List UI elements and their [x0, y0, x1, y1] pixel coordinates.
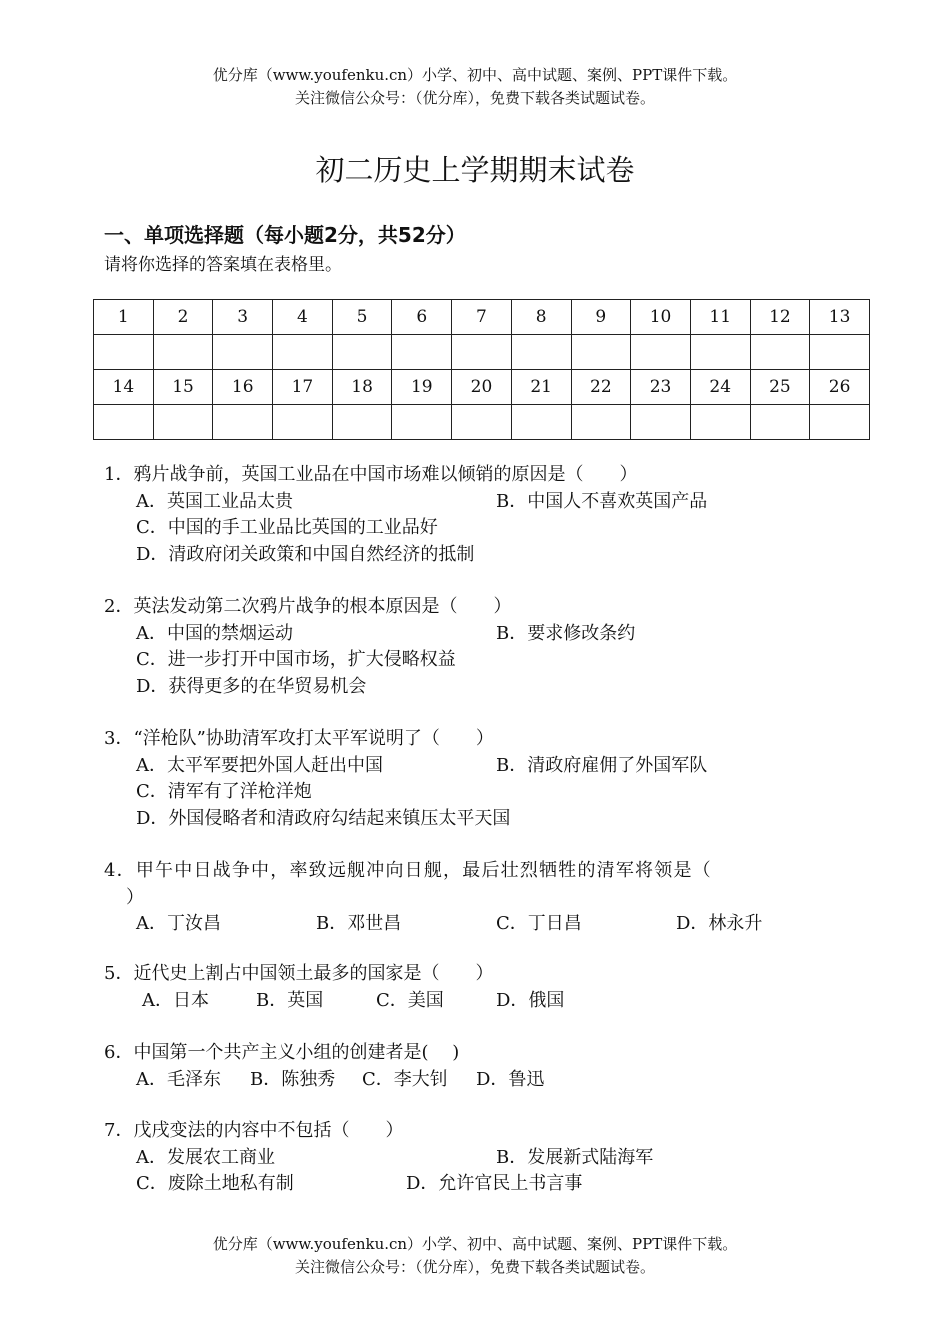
table-cell-number: 20 — [452, 370, 512, 405]
question-stem: 6．中国第一个共产主义小组的创建者是( ) — [104, 1042, 460, 1063]
table-cell-number: 5 — [332, 300, 392, 335]
answer-cell[interactable] — [631, 335, 691, 370]
answer-cell[interactable] — [511, 405, 571, 440]
answer-cell[interactable] — [750, 405, 810, 440]
option-a: A．毛泽东 — [136, 1068, 221, 1090]
question-stem: 5．近代史上割占中国领土最多的国家是（ ） — [104, 963, 494, 984]
answer-cell[interactable] — [690, 405, 750, 440]
answer-cell[interactable] — [392, 335, 452, 370]
table-cell-number: 26 — [810, 370, 870, 405]
option-c: C．李大钊 — [362, 1068, 448, 1090]
answer-cell[interactable] — [452, 335, 512, 370]
answer-cell[interactable] — [571, 405, 631, 440]
option-d: D．鲁迅 — [476, 1068, 545, 1090]
option-a: A．中国的禁烟运动 — [136, 622, 293, 644]
answer-cell[interactable] — [213, 335, 273, 370]
table-cell-number: 17 — [273, 370, 333, 405]
table-cell-number: 1 — [94, 300, 154, 335]
answer-cell[interactable] — [153, 335, 213, 370]
table-cell-number: 21 — [511, 370, 571, 405]
question-stem: 3．“洋枪队”协助清军攻打太平军说明了（ ） — [104, 728, 494, 749]
table-cell-number: 6 — [392, 300, 452, 335]
table-cell-number: 13 — [810, 300, 870, 335]
table-cell-number: 12 — [750, 300, 810, 335]
answer-cell[interactable] — [94, 405, 154, 440]
table-cell-number: 10 — [631, 300, 691, 335]
answer-table-number-row — [94, 300, 870, 335]
table-cell-number: 7 — [452, 300, 512, 335]
table-cell-number: 3 — [213, 300, 273, 335]
option-d: D．允许官民上书言事 — [406, 1173, 583, 1194]
table-cell-number: 22 — [571, 370, 631, 405]
table-cell-number: 8 — [511, 300, 571, 335]
option-a: A．发展农工商业 — [136, 1146, 275, 1168]
question-2 — [104, 594, 636, 700]
option-c: C．进一步打开中国市场，扩大侵略权益 — [136, 649, 456, 670]
option-b: B．英国 — [256, 989, 324, 1011]
table-cell-number: 23 — [631, 370, 691, 405]
answer-cell[interactable] — [511, 335, 571, 370]
table-cell-number: 11 — [690, 300, 750, 335]
answer-table-blank-row — [94, 335, 870, 370]
option-d: D．清政府闭关政策和中国自然经济的抵制 — [136, 543, 475, 565]
page-title: 初二历史上学期期末试卷 — [315, 153, 635, 187]
answer-cell[interactable] — [392, 405, 452, 440]
question-4 — [104, 858, 763, 938]
answer-cell[interactable] — [94, 335, 154, 370]
option-a: A．丁汝昌 — [136, 913, 221, 934]
page-footer — [0, 1233, 950, 1279]
header-line-2: 关注微信公众号：（优分库），免费下载各类试题试卷。 — [294, 89, 655, 107]
question-1 — [104, 462, 708, 568]
option-d: D．获得更多的在华贸易机会 — [136, 675, 367, 697]
option-b: B．发展新式陆海军 — [496, 1146, 654, 1168]
table-cell-number: 18 — [332, 370, 392, 405]
answer-cell[interactable] — [810, 335, 870, 370]
answer-cell[interactable] — [810, 405, 870, 440]
table-cell-number: 19 — [392, 370, 452, 405]
option-d: D．外国侵略者和清政府勾结起来镇压太平天国 — [136, 807, 511, 829]
section-instruction: 请将你选择的答案填在表格里。 — [104, 255, 342, 275]
table-cell-number: 14 — [94, 370, 154, 405]
answer-cell[interactable] — [631, 405, 691, 440]
answer-cell[interactable] — [332, 405, 392, 440]
option-d: D．林永升 — [676, 913, 763, 934]
question-stem: 2．英法发动第二次鸦片战争的根本原因是（ ） — [104, 596, 512, 617]
answer-table-number-row — [94, 370, 870, 405]
option-c: C．清军有了洋枪洋炮 — [136, 781, 312, 802]
answer-cell[interactable] — [153, 405, 213, 440]
answer-cell[interactable] — [571, 335, 631, 370]
option-b: B．邓世昌 — [316, 913, 402, 934]
option-c: C．美国 — [376, 989, 444, 1011]
question-5 — [104, 961, 565, 1014]
answer-table-blank-row — [94, 405, 870, 440]
table-cell-number: 2 — [153, 300, 213, 335]
answer-cell[interactable] — [332, 335, 392, 370]
header-line-1: 优分库（www.youfenku.cn）小学、初中、高中试题、案例、PPT课件下载。 — [212, 66, 738, 84]
option-a: A．日本 — [142, 989, 209, 1011]
footer-line-2: 关注微信公众号：（优分库），免费下载各类试题试卷。 — [294, 1258, 655, 1276]
answer-cell[interactable] — [690, 335, 750, 370]
question-stem: 7．戊戌变法的内容中不包括（ ） — [104, 1120, 404, 1141]
option-b: B．要求修改条约 — [496, 622, 636, 644]
option-c: C．丁日昌 — [496, 913, 582, 934]
question-stem-continuation: ） — [126, 886, 144, 908]
option-b: B．中国人不喜欢英国产品 — [496, 490, 708, 512]
answer-cell[interactable] — [213, 405, 273, 440]
answer-cell[interactable] — [452, 405, 512, 440]
option-d: D．俄国 — [496, 989, 565, 1011]
option-b: B．清政府雇佣了外国军队 — [496, 754, 708, 776]
table-cell-number: 16 — [213, 370, 273, 405]
table-cell-number: 9 — [571, 300, 631, 335]
question-stem: 4．甲午中日战争中，率致远舰冲向日舰，最后壮烈牺牲的清军将领是（ — [104, 860, 712, 881]
option-c: C．废除土地私有制 — [136, 1173, 294, 1194]
table-cell-number: 15 — [153, 370, 213, 405]
answer-table — [93, 299, 870, 440]
table-cell-number: 4 — [273, 300, 333, 335]
question-7 — [104, 1118, 654, 1198]
answer-cell[interactable] — [273, 335, 333, 370]
answer-cell[interactable] — [273, 405, 333, 440]
question-stem: 1．鸦片战争前，英国工业品在中国市场难以倾销的原因是（ ） — [104, 464, 638, 485]
question-3 — [104, 726, 708, 832]
option-b: B．陈独秀 — [250, 1068, 336, 1090]
table-cell-number: 25 — [750, 370, 810, 405]
option-c: C．中国的手工业品比英国的工业品好 — [136, 517, 438, 538]
section-title: 一、单项选择题（每小题2分，共52分） — [104, 223, 466, 247]
page-header — [0, 64, 950, 110]
answer-cell[interactable] — [750, 335, 810, 370]
footer-line-1: 优分库（www.youfenku.cn）小学、初中、高中试题、案例、PPT课件下载。 — [212, 1235, 738, 1253]
question-6 — [104, 1040, 545, 1093]
option-a: A．太平军要把外国人赶出中国 — [136, 754, 383, 776]
option-a: A．英国工业品太贵 — [136, 490, 293, 512]
table-cell-number: 24 — [690, 370, 750, 405]
